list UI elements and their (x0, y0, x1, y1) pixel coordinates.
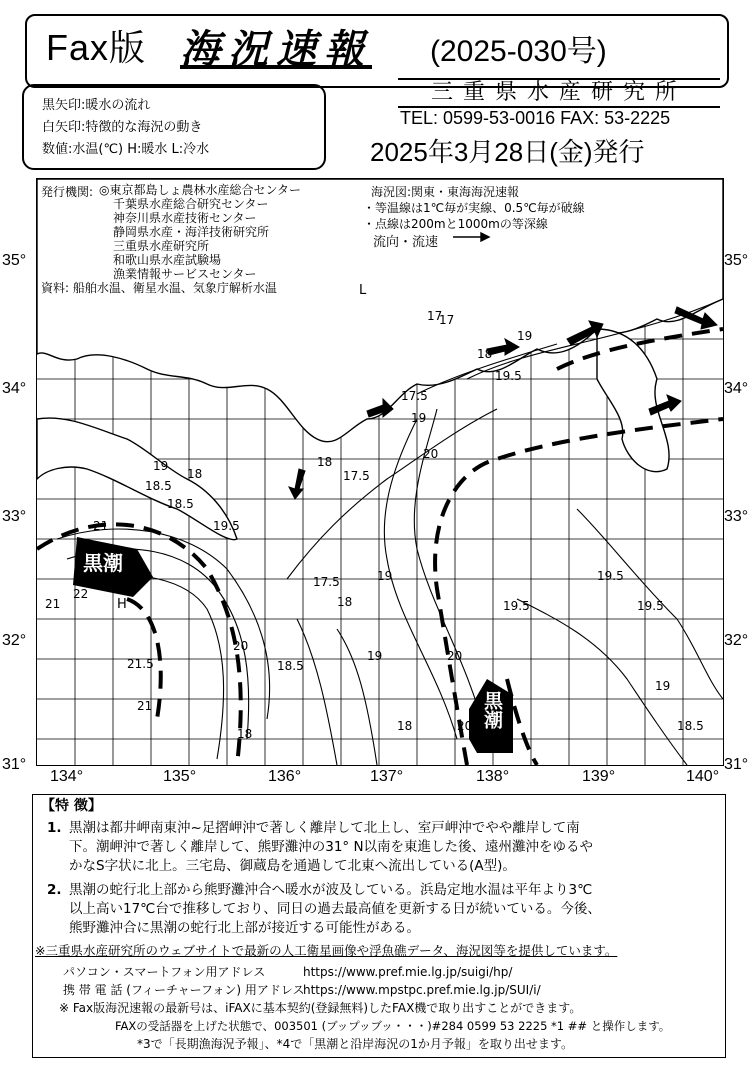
issuer-6: 和歌山県水産試験場 (113, 253, 222, 267)
phone-address-label: 携 帯 電 話 (フィーチャーフォン) 用アドレス (63, 983, 305, 997)
isotherm-label: 19 (411, 411, 427, 425)
isotherm-label: 19 (377, 569, 393, 583)
isotherm-label: 19.5 (597, 569, 624, 583)
issuers-label: 発行機関: (41, 185, 94, 199)
lon-label-136: 136° (268, 768, 302, 785)
kuroshio-text-west: 黒潮 (83, 551, 123, 575)
isotherm-label: 17.5 (343, 469, 370, 483)
isotherm-label: 19 (367, 649, 383, 663)
lat-label-34-left: 34° (2, 380, 27, 397)
lon-label-140: 140° (686, 768, 720, 785)
isotherm-label: 18 (187, 467, 203, 481)
isotherm-label: 18 (477, 347, 493, 361)
issue-number: (2025-030号) (430, 35, 607, 68)
issuer-1: ◎東京都島しょ農林水産総合センター (99, 183, 301, 197)
isotherm-label: 20 (447, 649, 463, 663)
item2-line1: 黒潮の蛇行北上部から熊野灘沖合へ暖水が波及している。浜島定地水温は平年より3℃ (69, 882, 593, 898)
lon-label-134: 134° (50, 768, 84, 785)
chart-note-isotherm: ・等温線は1℃毎が実線、0.5℃毎が破線 (363, 201, 585, 215)
lat-label-33-right: 33° (724, 508, 749, 525)
data-sources: 資料: 船舶水温、衛星水温、気象庁解析水温 (41, 281, 277, 295)
isotherm-label: 19.5 (503, 599, 530, 613)
item1-line1: 黒潮は都井岬南東沖~足摺岬沖で著しく離岸して北上し、室戸岬沖でやや離岸して南 (69, 820, 580, 836)
features-box (32, 794, 726, 1058)
issuer-3: 神奈川県水産技術センター (113, 211, 257, 225)
phone-address-link[interactable]: https://www.mpstpc.pref.mie.lg.jp/SUI/i/ (303, 983, 541, 997)
fax-label: Fax版 (46, 27, 147, 68)
lon-label-137: 137° (370, 768, 404, 785)
isotherm-label: 19 (655, 679, 671, 693)
isotherm-label: 18.5 (277, 659, 304, 673)
issuer-7: 漁業情報サービスセンター (113, 267, 257, 281)
tel-fax: TEL: 0599-53-0016 FAX: 53-2225 (400, 108, 671, 128)
pc-address-label: パソコン・スマートフォン用アドレス (63, 965, 266, 979)
isotherm-label: 18 (317, 455, 333, 469)
isotherm-label: 20 (457, 719, 473, 733)
isotherm-label: 19 (517, 329, 533, 343)
issuer-5: 三重県水産研究所 (113, 239, 210, 253)
lat-label-34-right: 34° (724, 380, 749, 397)
legend-white-arrow: 白矢印:特徴的な海況の動き (42, 120, 203, 135)
isotherm-label: 19.5 (213, 519, 240, 533)
lon-label-135: 135° (163, 768, 197, 785)
item2-number: 2. (47, 882, 62, 898)
institute-name: 三重県水産研究所 (398, 78, 720, 108)
item1-line2: 下。潮岬沖で著しく離岸して、熊野灘沖の31° N以南を東進した後、遠州灘沖をゆるや (69, 839, 594, 855)
item1-line3: かなS字状に北上。三宅島、御蔵島を通過して北東へ流出している(A型)。 (69, 858, 516, 874)
legend-box (22, 84, 326, 170)
lat-label-31-right: 31° (724, 756, 749, 773)
ocean-map (36, 178, 724, 766)
flow-legend-label: 流向・流速 (373, 235, 439, 250)
lon-label-138: 138° (476, 768, 510, 785)
chart-title: 海況図:関東・東海海況速報 (371, 185, 520, 199)
item1-number: 1. (47, 820, 62, 836)
issuers-list (99, 183, 301, 281)
features-heading: 【特 徴】 (41, 798, 102, 814)
isotherm-label: 21.5 (127, 657, 154, 671)
isotherm-label: 18.5 (167, 497, 194, 511)
issue-date: 2025年3月28日(金)発行 (370, 137, 645, 167)
fax-note-2: FAXの受話器を上げた状態で、003501 (ブップッブッ・・・)#284 0599 53 2225 *1 ## と操作します。 (115, 1019, 671, 1033)
isotherm-label: 21 (93, 519, 109, 533)
isotherm-label: 18.5 (145, 479, 172, 493)
isotherm-label: 18 (237, 727, 253, 741)
lat-label-33-left: 33° (2, 508, 27, 525)
isotherm-label: 19.5 (637, 599, 664, 613)
chart-note-depth: ・点線は200mと1000mの等深線 (363, 217, 548, 231)
lat-label-35-right: 35° (724, 252, 749, 269)
isotherm-label: 18 (337, 595, 353, 609)
item2-line3: 熊野灘沖合に黒潮の蛇行北上部が接近する可能性がある。 (69, 920, 420, 936)
isotherm-label: 19.5 (495, 369, 522, 383)
isotherm-label: 19 (153, 459, 169, 473)
isotherm-label: 17 (427, 309, 443, 323)
lat-label-31-left: 31° (2, 756, 27, 773)
isotherm-label: 18.5 (677, 719, 704, 733)
isotherm-label: 20 (423, 447, 439, 461)
warm-water-marker: H (117, 597, 127, 612)
isotherm-label: 17.5 (401, 389, 428, 403)
fax-note-1: ※ Fax版海況速報の最新号は、iFAXに基本契約(登録無料)したFAX機で取り出すことができます。 (59, 1001, 582, 1015)
isotherm-label: 17 (439, 313, 455, 327)
item2-line2: 以上高い17℃台で推移しており、同日の過去最高値を更新する日が続いている。今後、 (69, 901, 601, 917)
legend-values: 数値:水温(℃) H:暖水 L:冷水 (42, 142, 210, 157)
lat-label-32-right: 32° (724, 632, 749, 649)
lat-label-32-left: 32° (2, 632, 27, 649)
isotherm-label: 18 (397, 719, 413, 733)
main-title: 海況速報 (180, 27, 372, 73)
fax-note-3: *3で「長期漁海況予報」、*4で「黒潮と沿岸海況の1か月予報」を取り出せます。 (137, 1037, 573, 1051)
cold-water-marker: L (359, 283, 367, 298)
legend-black-arrow: 黒矢印:暖水の流れ (42, 98, 151, 113)
pc-address-link[interactable]: https://www.pref.mie.lg.jp/suigi/hp/ (303, 965, 513, 979)
isotherm-label: 22 (73, 587, 89, 601)
isotherm-label: 21.5 (89, 571, 116, 585)
lon-label-139: 139° (582, 768, 616, 785)
kuroshio-text-east: 黒潮 (481, 691, 503, 729)
isotherm-label: 21 (137, 699, 153, 713)
issuer-4: 静岡県水産・海洋技術研究所 (113, 225, 270, 239)
isotherm-label: 20 (233, 639, 249, 653)
isotherm-label: 21 (45, 597, 61, 611)
website-note: ※三重県水産研究所のウェブサイトで最新の人工衛星画像や浮魚礁データ、海況図等を提供しています。 (35, 943, 618, 958)
issuer-2: 千葉県水産総合研究センター (113, 197, 269, 211)
isotherm-label: 17.5 (313, 575, 340, 589)
lat-label-35-left: 35° (2, 252, 27, 269)
